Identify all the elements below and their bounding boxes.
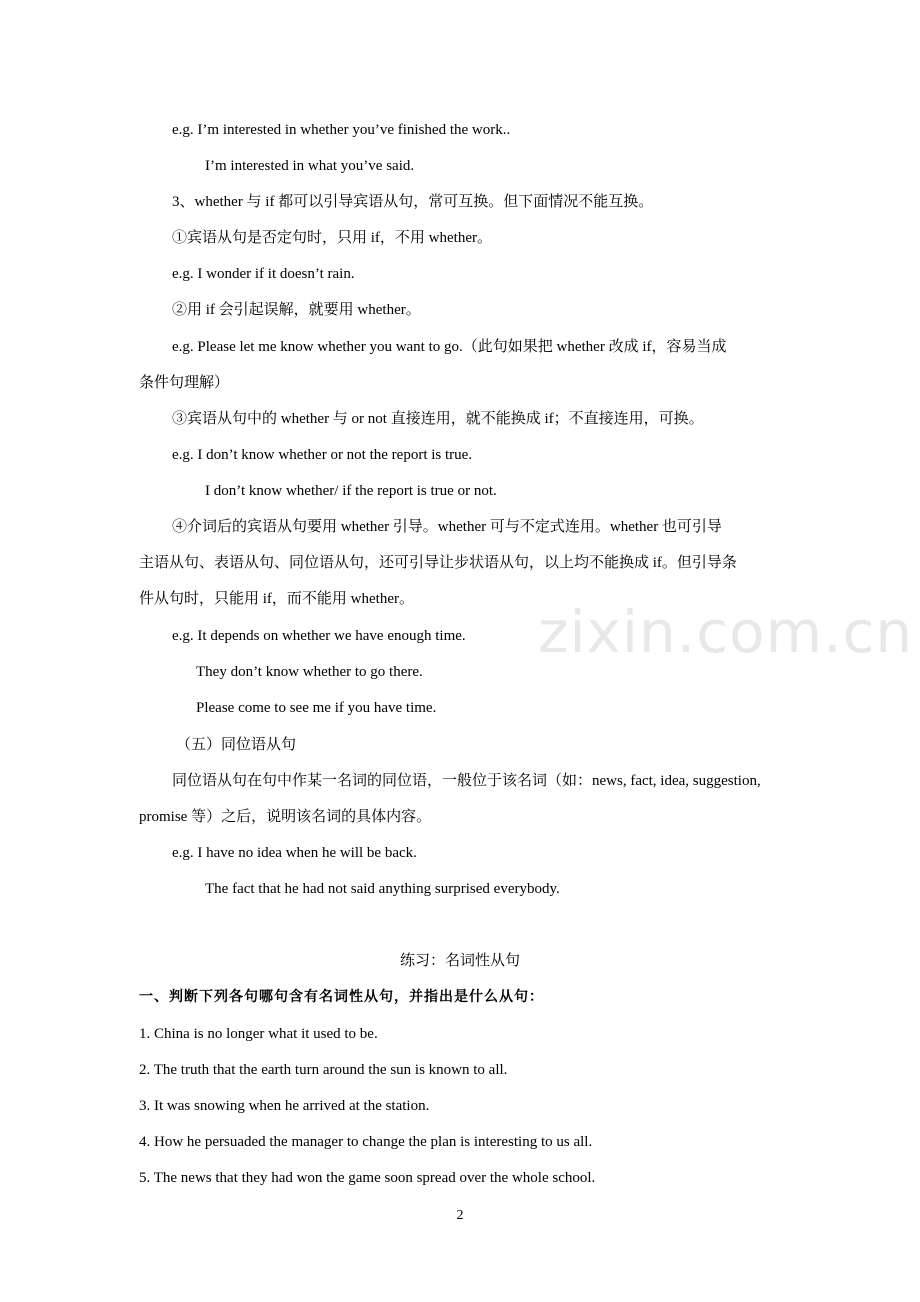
example-line: e.g. I have no idea when he will be back.	[172, 845, 417, 861]
exercise-item: 1. China is no longer what it used to be.	[139, 1026, 378, 1042]
rule-point-4: ④介词后的宾语从句要用 whether 引导。whether 可与不定式连用。whether 也可引导	[172, 519, 722, 535]
paragraph-line: 同位语从句在句中作某一名词的同位语，一般位于该名词（如：news, fact, idea, suggestion,	[172, 773, 761, 789]
rule-point-1: ①宾语从句是否定句时，只用 if，不用 whether。	[172, 230, 492, 246]
section-heading: （五）同位语从句	[176, 735, 297, 753]
example-line: I don’t know whether/ if the report is true or not.	[205, 483, 497, 499]
example-line: e.g. I wonder if it doesn’t rain.	[172, 266, 355, 282]
exercise-instruction: 一、判断下列各句哪句含有名词性从句，并指出是什么从句：	[139, 990, 544, 1005]
example-line: e.g. It depends on whether we have enough time.	[172, 628, 466, 644]
example-line: I’m interested in what you’ve said.	[205, 158, 415, 174]
page-number: 2	[456, 1208, 464, 1223]
exercise-item: 2. The truth that the earth turn around the sun is known to all.	[139, 1062, 508, 1078]
example-line: They don’t know whether to go there.	[196, 664, 423, 680]
exercise-item: 5. The news that they had won the game soon spread over the whole school.	[139, 1170, 596, 1186]
paragraph-continuation: 条件句理解）	[139, 375, 230, 391]
example-line: Please come to see me if you have time.	[196, 700, 437, 716]
example-line: e.g. I’m interested in whether you’ve finished the work..	[172, 122, 511, 138]
rule-point-3: ③宾语从句中的 whether 与 or not 直接连用，就不能换成 if；不直接连用，可换。	[172, 411, 704, 427]
exercise-title: 练习：名词性从句	[399, 953, 520, 969]
exercise-item: 3. It was snowing when he arrived at the station.	[139, 1098, 430, 1114]
example-line: The fact that he had not said anything surprised everybody.	[205, 881, 560, 897]
example-line: e.g. I don’t know whether or not the report is true.	[172, 447, 473, 463]
example-line: e.g. Please let me know whether you want to go.（此句如果把 whether 改成 if，容易当成	[172, 339, 727, 355]
paragraph-continuation: promise 等）之后，说明该名词的具体内容。	[139, 809, 432, 825]
paragraph-continuation: 件从句时，只能用 if，而不能用 whether。	[139, 591, 414, 607]
exercise-item: 4. How he persuaded the manager to change the plan is interesting to us all.	[139, 1134, 593, 1150]
watermark: zixin.com.cn	[538, 598, 914, 666]
rule-heading: 3、whether 与 if 都可以引导宾语从句，常可互换。但下面情况不能互换。	[172, 194, 654, 210]
rule-point-2: ②用 if 会引起误解，就要用 whether。	[172, 302, 421, 318]
paragraph-continuation: 主语从句、表语从句、同位语从句，还可引导让步状语从句，以上均不能换成 if。但引导条	[139, 555, 737, 571]
